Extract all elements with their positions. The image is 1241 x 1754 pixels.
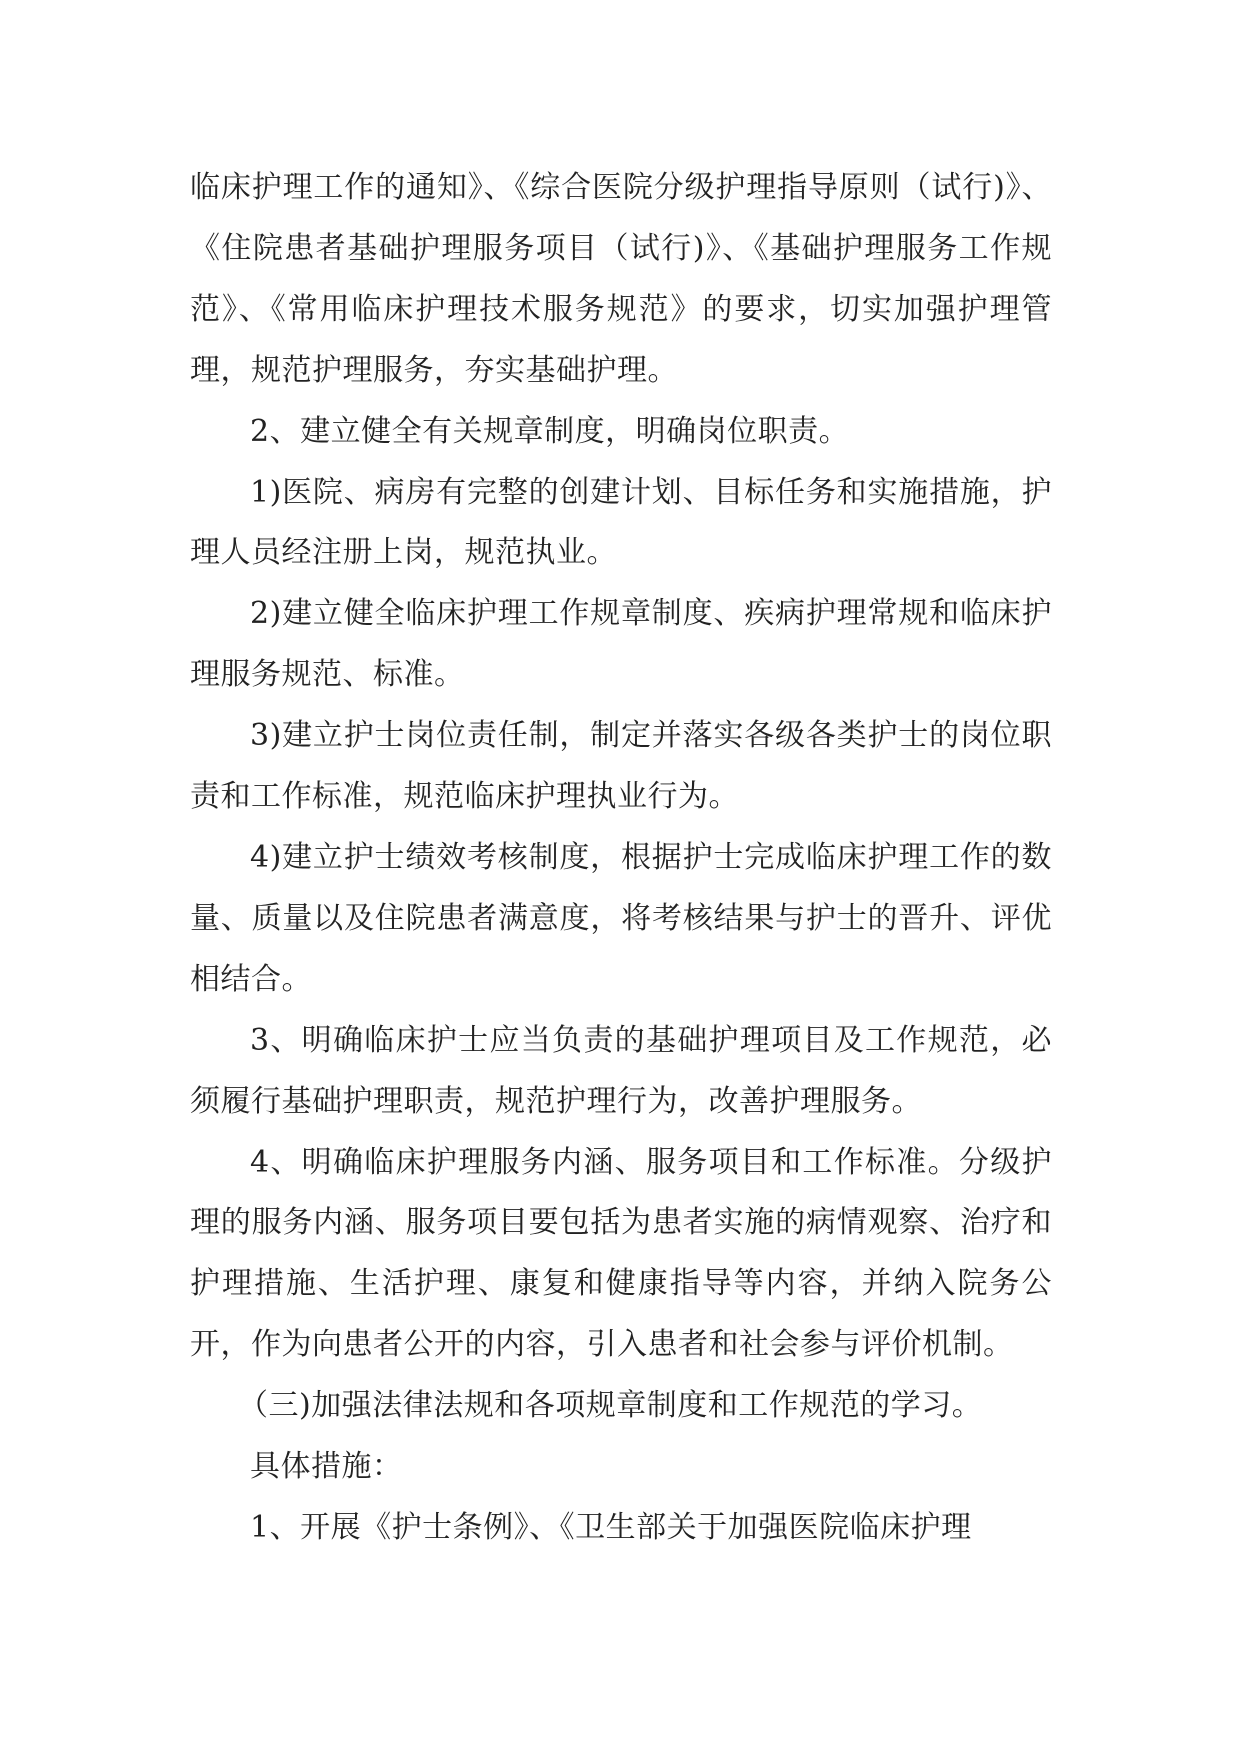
paragraph-continuation: 临床护理工作的通知》、《综合医院分级护理指导原则（试行)》、《住院患者基础护理服务项目（试行)》、《基础护理服务工作规范》、《常用临床护理技术服务规范》的要求，切实加强护理管理，规范护理服务，夯实基础护理。 (190, 170, 1052, 388)
section-heading-3: （三)加强法律法规和各项规章制度和工作规范的学习。 (238, 1388, 983, 1424)
paragraph-subitem-4: 4)建立护士绩效考核制度，根据护士完成临床护理工作的数量、质量以及住院患者满意度，将考核结果与护士的晋升、评优相结合。 (190, 839, 1052, 997)
paragraph-subitem-1: 1)医院、病房有完整的创建计划、目标任务和实施措施，护理人员经注册上岗，规范执业。 (190, 474, 1052, 571)
paragraph-item-2: 2、建立健全有关规章制度，明确岗位职责。 (250, 413, 850, 449)
paragraph-item-3: 3、明确临床护士应当负责的基础护理项目及工作规范，必须履行基础护理职责，规范护理行为，改善护理服务。 (190, 1022, 1052, 1119)
measures-heading: 具体措施： (250, 1449, 403, 1485)
paragraph-item-4: 4、明确临床护理服务内涵、服务项目和工作标准。分级护理的服务内涵、服务项目要包括为患者实施的病情观察、治疗和护理措施、生活护理、康复和健康指导等内容，并纳入院务公开，作为向患者公开的内容，引入患者和社会参与评价机制。 (190, 1144, 1052, 1363)
paragraph-measure-1: 1、开展《护士条例》、《卫生部关于加强医院临床护理 (250, 1509, 972, 1545)
paragraph-subitem-3: 3)建立护士岗位责任制，制定并落实各级各类护士的岗位职责和工作标准，规范临床护理执业行为。 (190, 718, 1052, 815)
document-body (190, 158, 1052, 1559)
paragraph-subitem-2: 2)建立健全临床护理工作规章制度、疾病护理常规和临床护理服务规范、标准。 (190, 596, 1052, 693)
